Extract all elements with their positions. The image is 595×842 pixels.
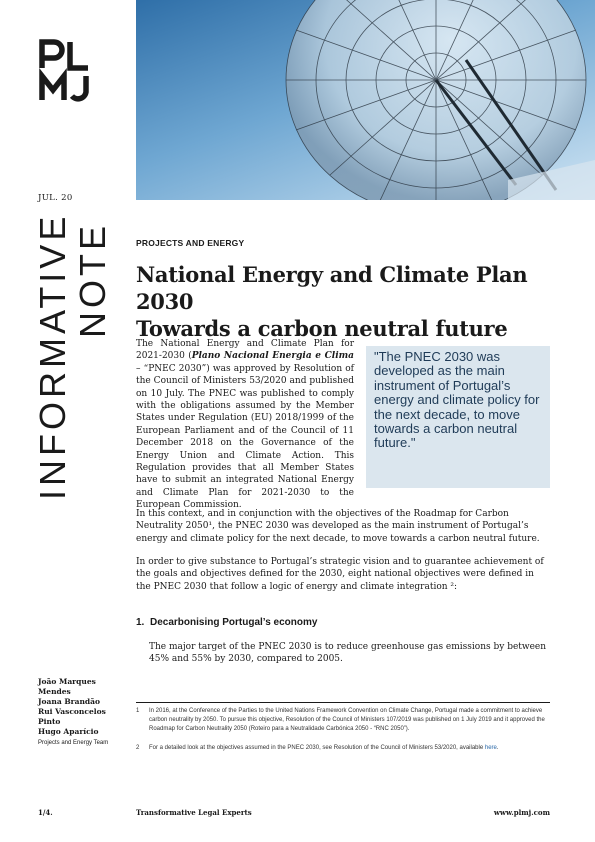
side-title xyxy=(30,212,113,503)
intro-rest: – “PNEC 2030”) was approved by Resolution of the Council of Ministers 53/2020 and published on 10 July. The PNEC was published to comply with the obligations assumed by the Member States under Regulation (EU) 2018/1999 of the European Parliament and of the Council of 11 December 2018 on the Governance of the Energy Union and Climate Action. This Regulation provides that all Member States have to submit an integrated National Energy and Climate Plan for 2021-2030 to the European Commission. xyxy=(136,363,354,511)
team-name: Projects and Energy Team xyxy=(38,740,109,746)
hero-image xyxy=(136,0,595,200)
footnote-link[interactable]: here xyxy=(484,745,497,751)
title-line1: National Energy and Climate Plan 2030 xyxy=(136,262,528,314)
footnote-1 xyxy=(136,707,550,734)
body-paragraph-1: In this context, and in conjunction with the objectives of the Roadmap for Carbon Neutrality 2050¹, the PNEC 2030 was developed as the main instrument of Portugal’s energy and climate policy for the next decade, to move towards a carbon neutral future. xyxy=(136,509,540,544)
author-name: Rui Vasconcelos Pinto xyxy=(38,707,106,726)
pull-quote-box xyxy=(366,346,550,488)
footnote-text xyxy=(149,744,550,753)
side-title-line2: NOTE xyxy=(72,221,113,338)
issue-date: JUL. 20 xyxy=(38,193,73,203)
author-name: João Marques Mendes xyxy=(38,677,96,696)
page-title xyxy=(136,261,576,342)
heading-text: Decarbonising Portugal’s economy xyxy=(150,617,318,628)
intro-paragraph xyxy=(136,338,354,512)
section-label: PROJECTS AND ENERGY xyxy=(136,238,245,248)
plmj-logo xyxy=(38,38,100,104)
footnote-number: 1 xyxy=(136,708,140,714)
footnote-text-body: For a detailed look at the objectives assumed in the PNEC 2030, see Resolution of the Council of Ministers 53/2020, available xyxy=(149,745,485,751)
authors-block xyxy=(38,677,128,747)
footnote-number: 2 xyxy=(136,745,140,751)
radio-telescope-illustration xyxy=(136,0,595,200)
author-name: Hugo Aparício xyxy=(38,727,99,736)
body-paragraph-3: The major target of the PNEC 2030 is to reduce greenhouse gas emissions by between 45% and 55% by 2030, compared to 2005. xyxy=(149,642,547,665)
footnote-2 xyxy=(136,744,550,753)
author-name: Joana Brandão xyxy=(38,697,101,706)
section-heading-1 xyxy=(136,617,317,628)
footnote-divider xyxy=(136,702,550,703)
footnote-text: In 2016, at the Conference of the Parties to the United Nations Framework Convention on Climate Change, Portugal made a commitment to achieve carbon neutrality by 2050. To pursue this objective, Resolution of the Council of Ministers 107/2019 was published on 1 July 2019 and it approved the Roadmap for Carbon Neutrality 2050 (Roteiro para a Neutralidade Carbónica 2050 - “RNC 2050”). xyxy=(149,708,545,732)
footer-url[interactable]: www.plmj.com xyxy=(493,808,550,817)
pull-quote-text: "The PNEC 2030 was developed as the main instrument of Portugal’s energy and climate policy for the next decade, to move towards a carbon neutral future." xyxy=(374,349,540,451)
intro-lead: The National Energy and Climate Plan for 2021-2030 ( xyxy=(136,339,354,362)
page-number: 1/4. xyxy=(38,808,53,817)
footnote-text-end: . xyxy=(496,745,499,751)
footer-tagline: Transformative Legal Experts xyxy=(136,808,252,817)
heading-number: 1. xyxy=(136,617,145,628)
intro-italic: Plano Nacional Energia e Clima xyxy=(191,351,354,362)
side-title-line1: INFORMATIVE xyxy=(32,212,73,500)
body-paragraph-2: In order to give substance to Portugal’s strategic vision and to guarantee achievement of the goals and objectives defined for the 2030, eight national objectives were defined in the PNEC 2030 that follow a logic of energy and climate integration ²: xyxy=(136,557,544,592)
title-line2: Towards a carbon neutral future xyxy=(136,316,508,341)
